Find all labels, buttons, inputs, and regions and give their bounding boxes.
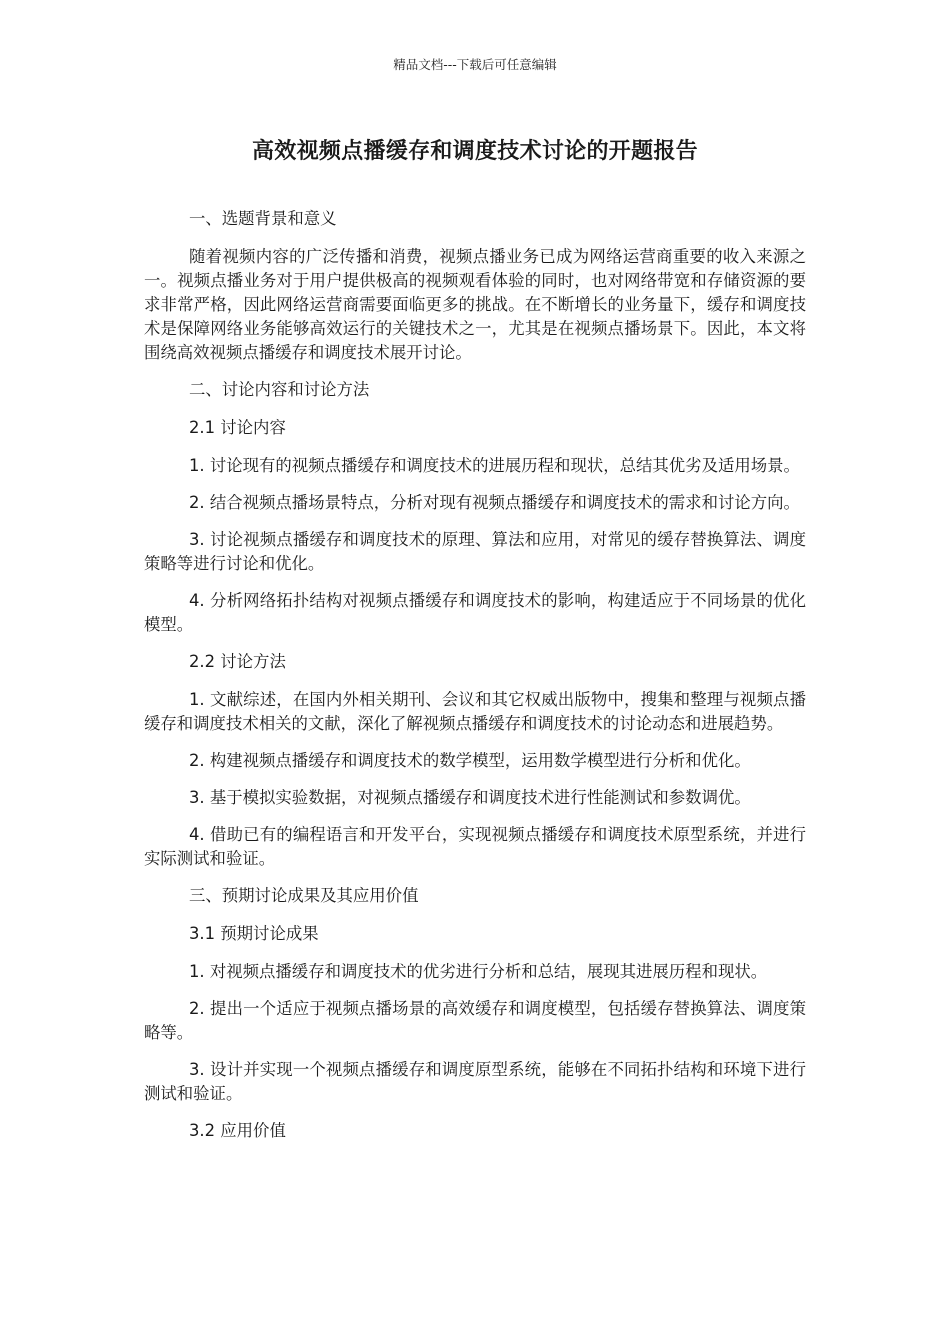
section-heading-background: 一、选题背景和意义	[189, 209, 337, 228]
list-item-method-2: 2. 构建视频点播缓存和调度技术的数学模型，运用数学模型进行分析和优化。	[189, 751, 751, 770]
list-item-content-4: 4. 分析网络拓扑结构对视频点播缓存和调度技术的影响，构建适应于不同场景的优化模型。	[144, 591, 806, 634]
subsection-heading-expected-results: 3.1 预期讨论成果	[189, 924, 319, 943]
list-item-method-4: 4. 借助已有的编程语言和开发平台，实现视频点播缓存和调度技术原型系统，并进行实际测试和验证。	[144, 825, 806, 868]
subsection-heading-content: 2.1 讨论内容	[189, 418, 286, 437]
list-item-result-1: 1. 对视频点播缓存和调度技术的优劣进行分析和总结，展现其进展历程和现状。	[189, 962, 768, 981]
list-item-method-3: 3. 基于模拟实验数据，对视频点播缓存和调度技术进行性能测试和参数调优。	[189, 788, 751, 807]
document-title: 高效视频点播缓存和调度技术讨论的开题报告	[251, 139, 698, 164]
list-item-result-3: 3. 设计并实现一个视频点播缓存和调度原型系统，能够在不同拓扑结构和环境下进行测试和验证。	[144, 1060, 806, 1103]
paragraph-background: 随着视频内容的广泛传播和消费，视频点播业务已成为网络运营商重要的收入来源之一。视频点播业务对于用户提供极高的视频观看体验的同时，也对网络带宽和存储资源的要求非常严格，因此网络运营商需要面临更多的挑战。在不断增长的业务量下，缓存和调度技术是保障网络业务能够高效运行的关键技术之一，尤其是在视频点播场景下。因此，本文将围绕高效视频点播缓存和调度技术展开讨论。	[144, 247, 806, 362]
subsection-heading-methods: 2.2 讨论方法	[189, 652, 286, 671]
section-heading-outcomes: 三、预期讨论成果及其应用价值	[189, 886, 419, 905]
subsection-heading-application-value: 3.2 应用价值	[189, 1121, 286, 1140]
document-body	[144, 207, 806, 1157]
list-item-result-2: 2. 提出一个适应于视频点播场景的高效缓存和调度模型，包括缓存替换算法、调度策略等。	[144, 999, 806, 1042]
list-item-content-3: 3. 讨论视频点播缓存和调度技术的原理、算法和应用，对常见的缓存替换算法、调度策略等进行讨论和优化。	[144, 530, 806, 573]
section-heading-content-methods: 二、讨论内容和讨论方法	[189, 380, 370, 399]
page-header: 精品文档---下载后可任意编辑	[393, 57, 557, 72]
list-item-content-1: 1. 讨论现有的视频点播缓存和调度技术的进展历程和现状，总结其优劣及适用场景。	[189, 456, 800, 475]
list-item-content-2: 2. 结合视频点播场景特点，分析对现有视频点播缓存和调度技术的需求和讨论方向。	[189, 493, 800, 512]
list-item-method-1: 1. 文献综述，在国内外相关期刊、会议和其它权威出版物中，搜集和整理与视频点播缓存和调度技术相关的文献，深化了解视频点播缓存和调度技术的讨论动态和进展趋势。	[144, 690, 806, 733]
